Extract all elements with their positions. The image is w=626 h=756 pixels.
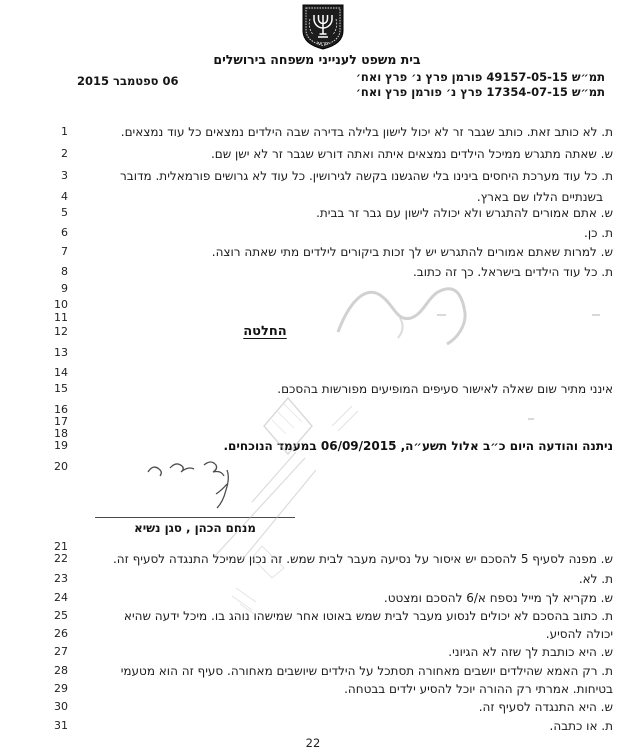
transcript-line	[0, 664, 626, 680]
line-number: 25	[54, 609, 68, 622]
israel-state-emblem-icon	[298, 4, 348, 50]
transcript-line	[0, 169, 626, 185]
document-date: 06 ספטמבר 2015	[77, 74, 179, 88]
line-number: 20	[54, 460, 68, 473]
line-number: 5	[61, 206, 68, 219]
line-number: 6	[61, 226, 68, 239]
line-number: 2	[61, 147, 68, 160]
transcript-line	[0, 382, 626, 398]
transcript-line	[0, 609, 626, 625]
judge-signature-scribble	[130, 456, 305, 516]
transcript-line	[0, 265, 626, 281]
transcript-line-text: ת. כתוב בהסכם לא יכולים לנסוע מעבר לבית שמש באוטו אחר שמישהו נוהג בו. מיכל ידעה שהיא	[123, 609, 613, 623]
transcript-line	[0, 552, 626, 568]
transcript-line	[0, 147, 626, 163]
line-number: 17	[54, 415, 68, 428]
page-number: 22	[305, 736, 321, 750]
transcript-line-text: ת. לא.	[578, 572, 613, 586]
line-number: 27	[54, 645, 68, 658]
line-number: 3	[61, 169, 68, 182]
line-number: 31	[54, 719, 68, 732]
transcript-line	[0, 366, 626, 382]
transcript-line	[0, 125, 626, 141]
line-number: 23	[54, 572, 68, 585]
transcript-line-text: בשנתיים הללו שם בארץ.	[476, 190, 603, 204]
transcript-line	[0, 682, 626, 698]
transcript-line-text: ש. שאתה מתגרש ממיכל הילדים נמצאים איתה ואתה דורש שגבר זר לא ישן שם.	[210, 147, 613, 161]
transcript-line-text: ת. לא כותב זאת. כותב שגבר זר לא יכול לישון בלילה בדירה שבה הילדים נמצאים כל עוד נמצאים.	[120, 125, 613, 139]
line-number: 24	[54, 591, 68, 604]
line-number: 16	[54, 403, 68, 416]
line-number: 26	[54, 627, 68, 640]
transcript-line-text: ש. אתם אמורים להתגרש ולא יכולה לישון עם גבר זר בבית.	[316, 206, 613, 220]
transcript-line	[0, 206, 626, 222]
line-number: 19	[54, 439, 68, 452]
line-number: 14	[54, 366, 68, 379]
transcript-line-text: ש. למרות שאתם אמורים להתגרש יש לך זכות ביקורים לילדים מתי שאתה רוצה.	[211, 245, 613, 259]
svg-text:ישראל: ישראל	[316, 41, 330, 47]
judge-name-title: מנחם הכהן , סגן נשיא	[134, 521, 256, 535]
transcript-line	[0, 627, 626, 643]
transcript-line	[0, 282, 626, 298]
transcript-line-text: ת. רק האמא שהילדים יושבים מאחורה תסתכל על הילדים שיושבים מאחורה. סעיף זה הוא מטעמי	[120, 664, 613, 678]
signature-line	[95, 517, 295, 518]
transcript-line-text: יכולה להסיע.	[545, 627, 613, 641]
case-numbers	[356, 70, 605, 99]
transcript-line	[0, 460, 626, 476]
transcript-line	[0, 645, 626, 661]
transcript-line	[0, 572, 626, 588]
line-number: 10	[54, 298, 68, 311]
transcript-line-text: ש. מקריא לך מייל נספח א/6 להסכם ומצטט.	[383, 591, 613, 605]
line-number: 8	[61, 265, 68, 278]
transcript-line	[0, 700, 626, 716]
transcript-line-text: ניתנה והודעה היום כ״ב אלול תשע״ה, 06/09/2015 במעמד הנוכחים.	[223, 439, 613, 453]
case-number-line-2: תמ״ש 17354-07-15 פרץ נ׳ פורמן פרץ ואח׳	[355, 84, 605, 99]
line-number: 30	[54, 700, 68, 713]
line-number: 4	[61, 190, 68, 203]
transcript-line-text: ת. כן.	[584, 226, 613, 240]
line-number: 13	[54, 346, 68, 359]
decision-heading: החלטה	[243, 324, 287, 339]
transcript-line	[0, 439, 626, 455]
line-number: 9	[61, 282, 68, 295]
transcript-line-text: ש. מפנה לסעיף 5 להסכם יש איסור על נסיעה מעבר לבית שמש. זה נכון שמיכל התנגדה לסעיף זה.	[112, 552, 613, 566]
case-number-line-1: תמ״ש 49157-05-15 פורמן פרץ נ׳ פרץ ואח׳	[355, 70, 605, 84]
line-number: 11	[54, 311, 68, 324]
transcript-line	[0, 591, 626, 607]
line-number: 12	[54, 325, 68, 338]
line-number: 7	[61, 245, 68, 258]
line-number: 22	[54, 552, 68, 565]
line-number: 28	[54, 664, 68, 677]
line-number: 21	[54, 540, 68, 553]
transcript-line-text: ת. כל עוד מערכת היחסים בינינו בלי שהגשנו בקשה לגירושין. כל עוד לא גרושים פורמאלית. מדובר	[120, 169, 613, 183]
court-name: בית משפט לענייני משפחה בירושלים	[213, 52, 421, 67]
line-number: 1	[61, 125, 68, 138]
transcript-line-text: ש. היא התנגדה לסעיף זה.	[478, 700, 613, 714]
transcript-line	[0, 190, 626, 206]
transcript-line	[0, 346, 626, 362]
line-number: 15	[54, 382, 68, 395]
line-number: 29	[54, 682, 68, 695]
transcript-line	[0, 245, 626, 261]
transcript-line	[0, 226, 626, 242]
transcript-line-text: ת. או כתבה.	[549, 719, 613, 733]
transcript-line	[0, 719, 626, 735]
line-number: 18	[54, 427, 68, 440]
transcript-line-text: בטיחות. אמרתי רק ההורה יוכל להסיע ילדים בבטחה.	[344, 682, 613, 696]
transcript-line-text: אינני מתיר שום שאלה לאישור סעיפים המופיעים מפורשות בהסכם.	[277, 382, 613, 396]
transcript-line-text: ש. היא כותבת לך שזה לא הגיוני.	[448, 645, 613, 659]
transcript-line-text: ת. כל עוד הילדים בישראל. כך זה כתוב.	[412, 265, 613, 279]
